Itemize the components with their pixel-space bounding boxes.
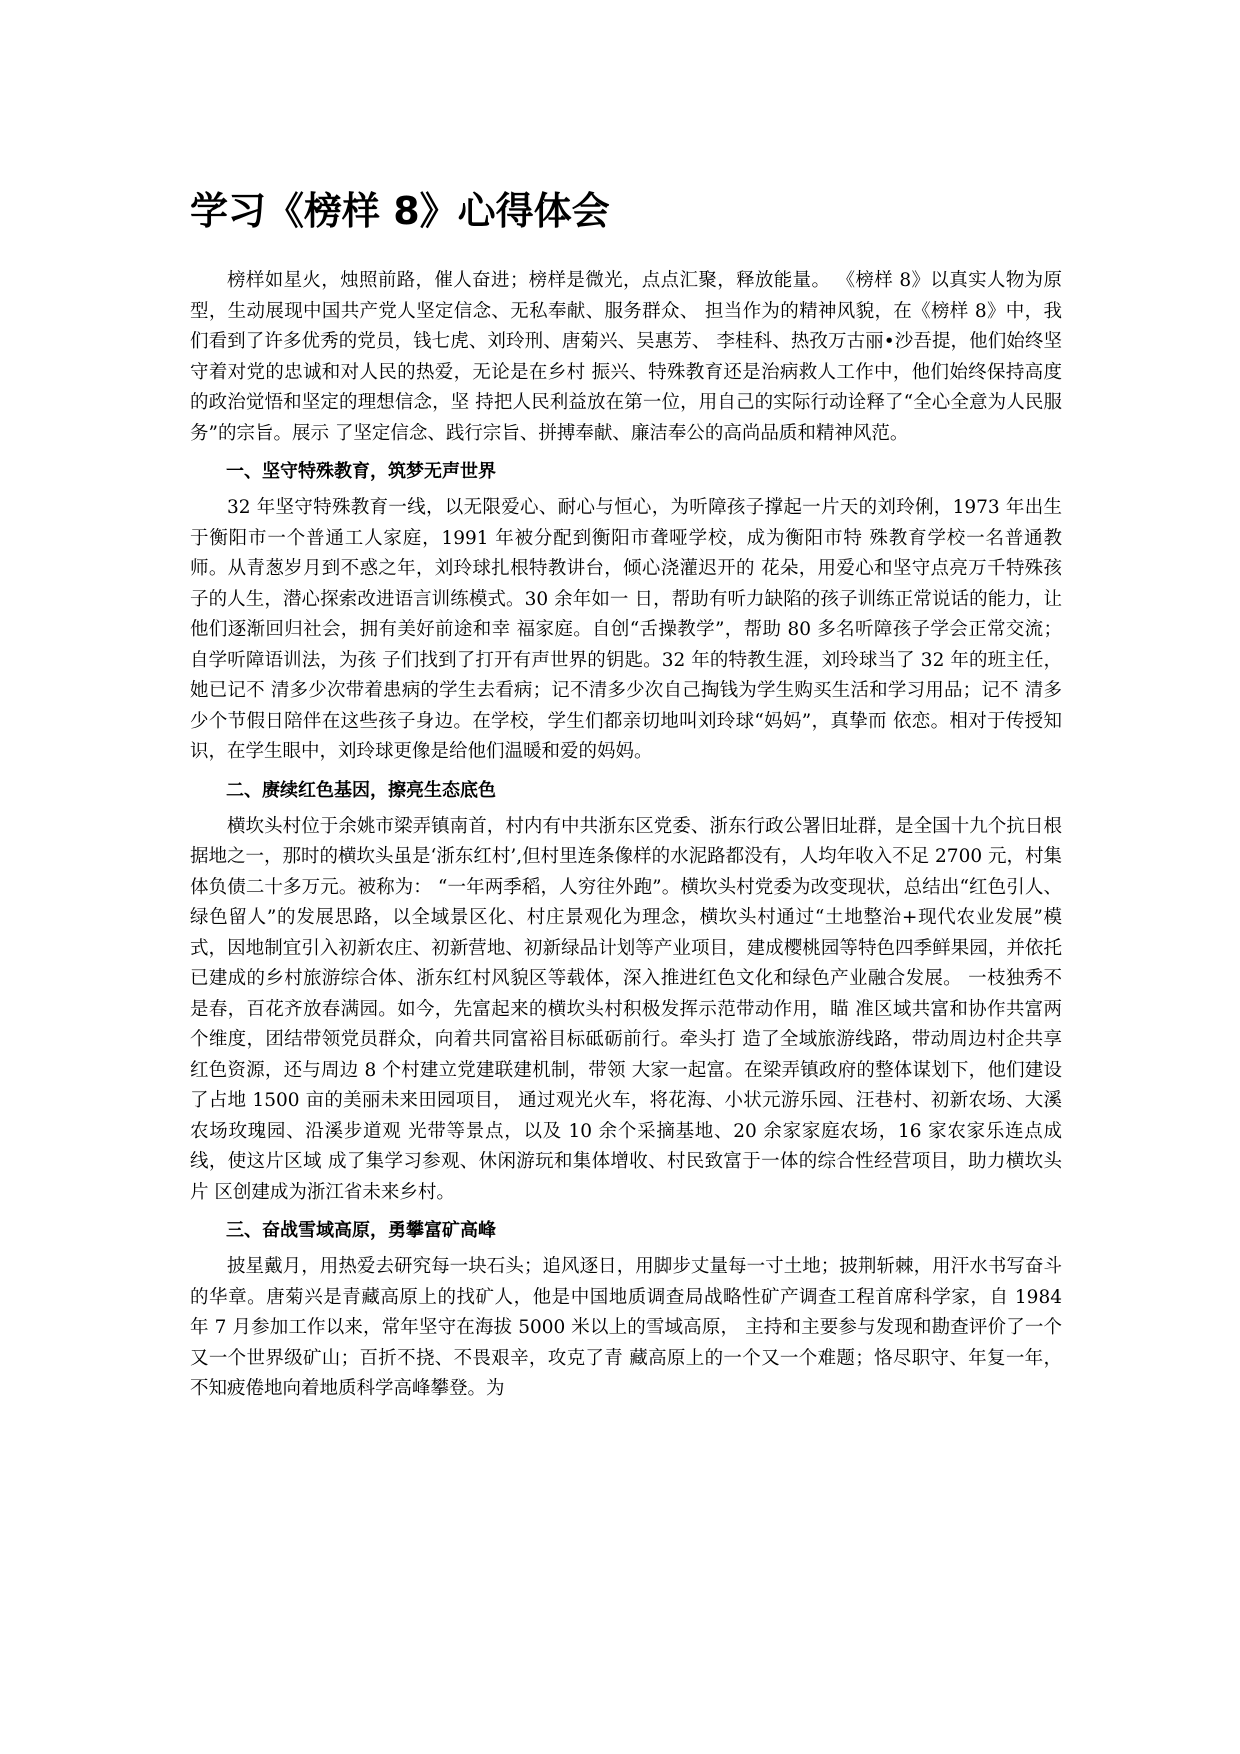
- section-heading-3: 三、奋战雪域高原，勇攀富矿高峰: [226, 1220, 496, 1241]
- intro-paragraph: 榜样如星火，烛照前路，催人奋进；榜样是微光，点点汇聚，释放能量。 《榜样 8》以真实人物为原型，生动展现中国共产党人坚定信念、无私奉献、服务群众、 担当作为的精神风貌，在《榜样 8》中，我们看到了许多优秀的党员，钱七虎、刘玲刑、唐菊兴、吴惠芳、 李桂科、热孜万古丽•沙吾提，他们始终坚守着对党的忠诚和对人民的热爱，无论是在乡村 振兴、特殊教育还是治病救人工作中，他们始终保持高度的政治觉悟和坚定的理想信念，坚 持把人民利益放在第一位，用自己的实际行动诠释了“全心全意为人民服务”的宗旨。展示 了坚定信念、践行宗旨、拼搏奉献、廉洁奉公的高尚品质和精神风范。: [190, 270, 1062, 444]
- document-body: [190, 186, 1062, 1405]
- section-heading-2: 二、赓续红色基因，擦亮生态底色: [226, 779, 496, 801]
- section-body-2: 横坎头村位于余姚市梁弄镇南首，村内有中共浙东区党委、浙东行政公署旧址群，是全国十九个抗日根据地之一，那时的横坎头虽是‘浙东红村’,但村里连条像样的水泥路都没有，人均年收入不足 2700 元，村集体负债二十多万元。被称为： “一年两季稻，人穷往外跑”。横坎头村党委为改变现状，总结出“红色引人、绿色留人”的发展思路，以全域景区化、村庄景观化为理念，横坎头村通过“土地整治+现代农业发展”模式，因地制宜引入初新农庄、初新营地、初新绿品计划等产业项目，建成樱桃园等特色四季鲜果园，并依托已建成的乡村旅游综合体、浙东红村风貌区等载体，深入推进红色文化和绿色产业融合发展。 一枝独秀不是春，百花齐放春满园。如今，先富起来的横坎头村积极发挥示范带动作用，瞄 准区域共富和协作共富两个维度，团结带领党员群众，向着共同富裕目标砥砺前行。牵头打 造了全域旅游线路，带动周边村企共享红色资源，还与周边 8 个村建立党建联建机制，带领 大家一起富。在梁弄镇政府的整体谋划下，他们建设了占地 1500 亩的美丽未来田园项目， 通过观光火车，将花海、小状元游乐园、汪巷村、初新农场、大溪农场玫瑰园、沿溪步道观 光带等景点，以及 10 余个采摘基地、20 余家家庭农场，16 家农家乐连点成线，使这片区域 成了集学习参观、休闲游玩和集体增收、村民致富于一体的综合性经营项目，助力横坎头片 区创建成为浙江省未来乡村。: [190, 815, 1062, 1203]
- section-body-3: 披星戴月，用热爱去研究每一块石头；追风逐日，用脚步丈量每一寸土地；披荆斩棘，用汗水书写奋斗的华章。唐菊兴是青藏高原上的找矿人，他是中国地质调查局战略性矿产调查工程首席科学家，自 1984 年 7 月参加工作以来，常年坚守在海拔 5000 米以上的雪域高原， 主持和主要参与发现和勘查评价了一个又一个世界级矿山；百折不挠、不畏艰辛，攻克了青 藏高原上的一个又一个难题；恪尽职守、年复一年，不知疲倦地向着地质科学高峰攀登。为: [190, 1256, 1062, 1399]
- page-title: 学习《榜样 8》心得体会: [190, 189, 610, 233]
- section-body-1: 32 年坚守特殊教育一线，以无限爱心、耐心与恒心，为听障孩子撑起一片天的刘玲俐，1973 年出生于衡阳市一个普通工人家庭，1991 年被分配到衡阳市聋哑学校，成为衡阳市特 殊教育学校一名普通教师。从青葱岁月到不惑之年，刘玲球扎根特教讲台，倾心浇灌迟开的 花朵，用爱心和坚守点亮万千特殊孩子的人生，潜心探索改进语言训练模式。30 余年如一 日，帮助有听力缺陷的孩子训练正常说话的能力，让他们逐渐回归社会，拥有美好前途和幸 福家庭。自创“舌操教学”，帮助 80 多名听障孩子学会正常交流；自学听障语训法，为孩 子们找到了打开有声世界的钥匙。32 年的特教生涯，刘玲球当了 32 年的班主任，她已记不 清多少次带着患病的学生去看病；记不清多少次自己掏钱为学生购买生活和学习用品；记不 清多少个节假日陪伴在这些孩子身边。在学校，学生们都亲切地叫刘玲球“妈妈”，真挚而 依恋。相对于传授知识，在学生眼中，刘玲球更像是给他们温暖和爱的妈妈。: [190, 497, 1062, 762]
- section-heading-1: 一、坚守特殊教育，筑梦无声世界: [226, 461, 496, 482]
